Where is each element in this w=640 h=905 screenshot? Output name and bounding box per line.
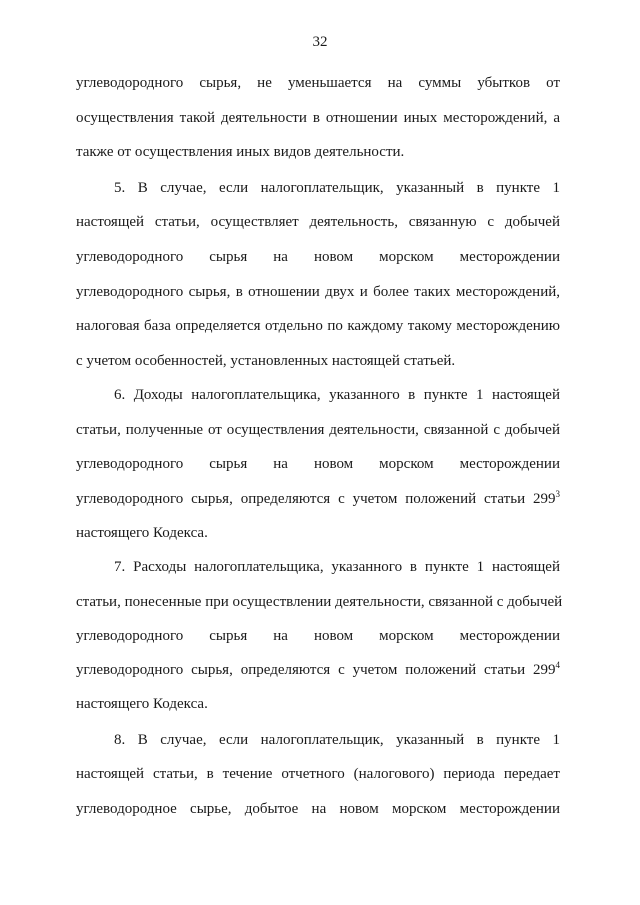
text-line: настоящего Кодекса. xyxy=(76,696,208,712)
paragraph-5-first-line: 5. В случае, если налогоплательщик, указанный в пункте 1 xyxy=(114,180,560,196)
text-line: налоговая база определяется отдельно по каждому такому месторождению xyxy=(76,318,560,334)
text-line: углеводородного сырья, в отношении двух и более таких месторождений, xyxy=(76,284,560,300)
text-line-with-superscript xyxy=(76,490,560,508)
page-number: 32 xyxy=(312,34,328,50)
paragraph-7-first-line: 7. Расходы налогоплательщика, указанного в пункте 1 настоящей xyxy=(114,559,560,575)
text-line-with-superscript xyxy=(76,661,560,679)
text-line: статьи, полученные от осуществления деятельности, связанной с добычей xyxy=(76,422,560,438)
line-text: углеводородного сырья, определяются с учетом положений статьи 299 xyxy=(76,491,556,507)
text-line: углеводородного сырья, не уменьшается на суммы убытков от xyxy=(76,75,560,91)
line-text: углеводородного сырья, определяются с учетом положений статьи 299 xyxy=(76,662,556,678)
text-line: углеводородного сырья на новом морском месторождении xyxy=(76,628,560,644)
text-line: осуществления такой деятельности в отношении иных месторождений, а xyxy=(76,110,560,126)
text-line: углеводородного сырья на новом морском месторождении xyxy=(76,249,560,265)
article-superscript: 3 xyxy=(555,489,560,499)
text-line: углеводородное сырье, добытое на новом морском месторождении xyxy=(76,801,560,817)
text-line: настоящей статьи, в течение отчетного (налогового) периода передает xyxy=(76,766,560,782)
text-line: настоящей статьи, осуществляет деятельность, связанную с добычей xyxy=(76,214,560,230)
paragraph-8-first-line: 8. В случае, если налогоплательщик, указанный в пункте 1 xyxy=(114,732,560,748)
text-line: настоящего Кодекса. xyxy=(76,525,208,541)
text-line: также от осуществления иных видов деятельности. xyxy=(76,144,405,160)
text-line: углеводородного сырья на новом морском месторождении xyxy=(76,456,560,472)
article-superscript: 4 xyxy=(555,660,560,670)
paragraph-6-first-line: 6. Доходы налогоплательщика, указанного в пункте 1 настоящей xyxy=(114,387,560,403)
text-line: статьи, понесенные при осуществлении деятельности, связанной с добычей xyxy=(76,594,563,610)
text-line: с учетом особенностей, установленных настоящей статьей. xyxy=(76,353,456,369)
